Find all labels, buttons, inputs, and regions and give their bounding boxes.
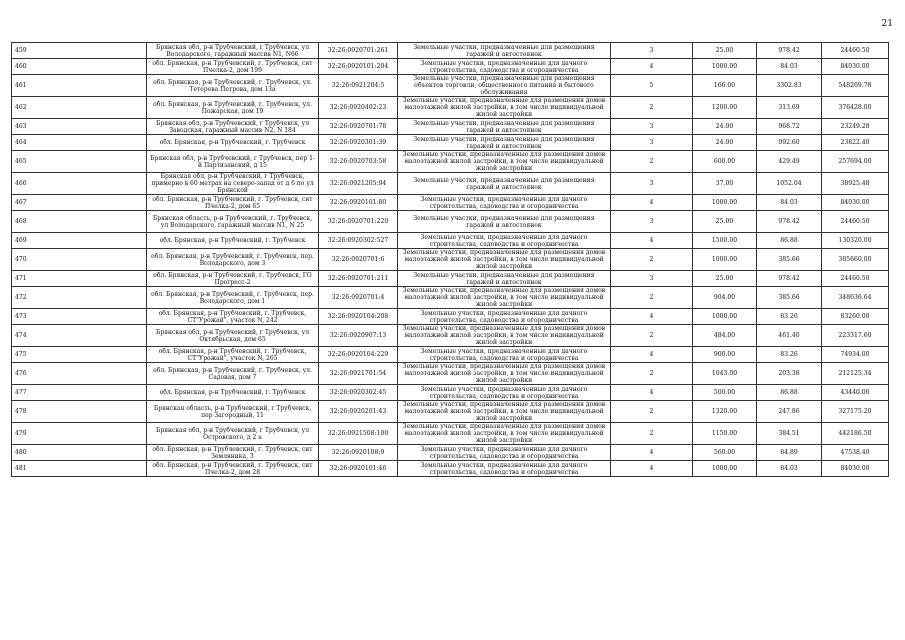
cadastral-number-cell: 32:26:0920701:78 [319,119,398,135]
address-cell: обл. Брянская, р-н Трубчевский, г. Трубчевск [147,135,319,151]
land-use-cell: Земельные участки, предназначенные для дачного строительства, садоводства и огородничества [398,347,611,363]
cadastral-value-cell: 84030.00 [822,195,889,211]
row-number: 479 [12,423,147,445]
group-cell: 2 [611,423,693,445]
cadastral-value-cell: 84030.00 [822,461,889,477]
unit-value-cell: 84.89 [757,445,822,461]
group-cell: 3 [611,43,693,59]
cadastral-value-cell: 212125.34 [822,363,889,385]
group-cell: 2 [611,249,693,271]
area-cell: 25.00 [693,43,757,59]
group-cell: 5 [611,75,693,97]
area-cell: 1043.00 [693,363,757,385]
row-number: 477 [12,385,147,401]
unit-value-cell: 313.69 [757,97,822,119]
land-use-cell: Земельные участки, предназначенные для размещения гаражей и автостоянок [398,43,611,59]
row-number: 461 [12,75,147,97]
group-cell: 2 [611,363,693,385]
unit-value-cell: 978.42 [757,211,822,233]
area-cell: 1150.00 [693,423,757,445]
table-row [12,173,889,195]
area-cell: 1320.00 [693,401,757,423]
cadastral-value-cell: 442186.50 [822,423,889,445]
address-cell: обл. Брянская, р-н Трубчевский, г. Трубчевск, снт Земляника, 3 [147,445,319,461]
cadastral-value-cell: 327175.20 [822,401,889,423]
area-cell: 24.00 [693,135,757,151]
row-number: 480 [12,445,147,461]
address-cell: Брянская обл, р-н Трубчевский, г Трубчевск, ул Островского, д 2 а [147,423,319,445]
table-row [12,75,889,97]
area-cell: 37.00 [693,173,757,195]
cadastral-number-cell: 32:26:0920907:13 [319,325,398,347]
table-row [12,287,889,309]
table-row [12,401,889,423]
area-cell: 900.00 [693,347,757,363]
land-use-cell: Земельные участки, предназначенные для размещения домов малоэтажной жилой застройки, в том числе индивидуальной жилой застройки [398,401,611,423]
row-number: 468 [12,211,147,233]
table-row [12,135,889,151]
land-use-cell: Земельные участки, предназначенные для размещения домов малоэтажной жилой застройки, в том числе индивидуальной жилой застройки [398,97,611,119]
table-row [12,385,889,401]
cadastral-value-cell: 223317.60 [822,325,889,347]
table-row [12,309,889,325]
land-use-cell: Земельные участки, предназначенные для дачного строительства, садоводства и огородничества [398,385,611,401]
unit-value-cell: 247.86 [757,401,822,423]
unit-value-cell: 3302.83 [757,75,822,97]
table-row [12,233,889,249]
cadastral-value-table [11,42,889,477]
area-cell: 1000.00 [693,195,757,211]
address-cell: обл. Брянская, р-н Трубчевский, г. Трубчевск, ул. Пожарская, дом 19 [147,97,319,119]
area-cell: 1000.00 [693,59,757,75]
area-cell: 500.00 [693,385,757,401]
cadastral-value-cell: 24460.50 [822,271,889,287]
address-cell: Брянская обл, р-н Трубчевский, г Трубчевск, ул Володарского, гаражный массив N1, N66 [147,43,319,59]
address-cell: обл. Брянская, р-н Трубчевский, г. Трубчевск, снт Пчелка-2, дом 28 [147,461,319,477]
cadastral-value-cell: 23822.40 [822,135,889,151]
cadastral-number-cell: 32:26:0920101:46 [319,461,398,477]
group-cell: 4 [611,195,693,211]
address-cell: обл. Брянская, р-н Трубчевский, г. Трубчевск, снт Пчелка-2, дом 65 [147,195,319,211]
group-cell: 2 [611,97,693,119]
land-use-cell: Земельные участки, предназначенные для размещения объектов торговли, общественного питания и бытового обслуживания [398,75,611,97]
land-use-cell: Земельные участки, предназначенные для размещения гаражей и автостоянок [398,271,611,287]
cadastral-value-cell: 376428.00 [822,97,889,119]
cadastral-number-cell: 32:26:0921701:54 [319,363,398,385]
table-row [12,249,889,271]
unit-value-cell: 978.42 [757,43,822,59]
group-cell: 3 [611,211,693,233]
group-cell: 3 [611,135,693,151]
cadastral-number-cell: 32:26:0920701:261 [319,43,398,59]
cadastral-value-cell: 385660.00 [822,249,889,271]
address-cell: обл. Брянская, р-н Трубчевский, г. Трубчевск [147,233,319,249]
unit-value-cell: 385.66 [757,287,822,309]
table-row [12,59,889,75]
cadastral-number-cell: 32:26:0920701:211 [319,271,398,287]
group-cell: 3 [611,173,693,195]
area-cell: 1200.00 [693,97,757,119]
area-cell: 1000.00 [693,461,757,477]
address-cell: обл. Брянская, р-н Трубчевский, г. Трубчевск, СТ"Урожай", участок N, 265 [147,347,319,363]
cadastral-value-cell: 24460.50 [822,43,889,59]
address-cell: обл. Брянская, р-н Трубчевский, г. Трубчевск, снт Пчелка-2, дом 199 [147,59,319,75]
unit-value-cell: 84.03 [757,195,822,211]
cadastral-number-cell: 32:26:0921205:94 [319,173,398,195]
group-cell: 3 [611,119,693,135]
group-cell: 4 [611,309,693,325]
land-use-cell: Земельные участки, предназначенные для дачного строительства, садоводства и огородничества [398,445,611,461]
unit-value-cell: 83.26 [757,347,822,363]
area-cell: 1500.00 [693,233,757,249]
group-cell: 4 [611,347,693,363]
area-cell: 24.00 [693,119,757,135]
land-use-cell: Земельные участки, предназначенные для дачного строительства, садоводства и огородничества [398,309,611,325]
row-number: 481 [12,461,147,477]
row-number: 474 [12,325,147,347]
cadastral-value-cell: 84030.00 [822,59,889,75]
address-cell: Брянская обл, р-н Трубчевский, г Трубчевск, ул Заводская, гаражный массив N2, N 184 [147,119,319,135]
row-number: 462 [12,97,147,119]
unit-value-cell: 461.40 [757,325,822,347]
table-row [12,347,889,363]
land-use-cell: Земельные участки, предназначенные для размещения гаражей и автостоянок [398,119,611,135]
row-number: 460 [12,59,147,75]
row-number: 464 [12,135,147,151]
row-number: 463 [12,119,147,135]
cadastral-number-cell: 32:26:0920302:527 [319,233,398,249]
group-cell: 3 [611,271,693,287]
land-use-cell: Земельные участки, предназначенные для размещения гаражей и автостоянок [398,135,611,151]
group-cell: 4 [611,233,693,249]
area-cell: 484.00 [693,325,757,347]
area-cell: 904.00 [693,287,757,309]
group-cell: 4 [611,461,693,477]
land-use-cell: Земельные участки, предназначенные для размещения домов малоэтажной жилой застройки, в том числе индивидуальной жилой застройки [398,363,611,385]
unit-value-cell: 384.51 [757,423,822,445]
land-use-cell: Земельные участки, предназначенные для размещения домов малоэтажной жилой застройки, в том числе индивидуальной жилой застройки [398,423,611,445]
address-cell: Брянская обл, р-н Трубчевский, г Трубчевск, ул Октябрьская, дом 65 [147,325,319,347]
land-use-cell: Земельные участки, предназначенные для размещения домов малоэтажной жилой застройки, в том числе индивидуальной жилой застройки [398,151,611,173]
table-row [12,325,889,347]
table-row [12,151,889,173]
cadastral-number-cell: 32:26:0920104:229 [319,347,398,363]
cadastral-number-cell: 32:26:0920108:9 [319,445,398,461]
cadastral-number-cell: 32:26:0920101:204 [319,59,398,75]
area-cell: 560.00 [693,445,757,461]
cadastral-value-cell: 24460.50 [822,211,889,233]
unit-value-cell: 385.66 [757,249,822,271]
table-row [12,195,889,211]
land-use-cell: Земельные участки, предназначенные для дачного строительства, садоводства и огородничества [398,233,611,249]
unit-value-cell: 429.49 [757,151,822,173]
area-cell: 166.00 [693,75,757,97]
cadastral-value-cell: 348636.64 [822,287,889,309]
address-cell: обл. Брянская, р-н Трубчевский, г. Трубчевск, ГО Прогресс-2 [147,271,319,287]
cadastral-number-cell: 32:26:0920701:6 [319,249,398,271]
cadastral-value-cell: 38925.48 [822,173,889,195]
row-number: 466 [12,173,147,195]
area-cell: 25.00 [693,271,757,287]
cadastral-value-cell: 43440.00 [822,385,889,401]
unit-value-cell: 978.42 [757,271,822,287]
table-row [12,445,889,461]
table-row [12,97,889,119]
table-row [12,211,889,233]
row-number: 465 [12,151,147,173]
row-number: 471 [12,271,147,287]
cadastral-value-cell: 130320.00 [822,233,889,249]
cadastral-number-cell: 32:26:0920101:80 [319,195,398,211]
cadastral-number-cell: 32:26:0920302:45 [319,385,398,401]
table-row [12,271,889,287]
cadastral-number-cell: 32:26:0920301:39 [319,135,398,151]
table-row [12,363,889,385]
table-row [12,423,889,445]
address-cell: Брянская область, р-н Трубчевский, г. Трубчевск, ул Володарского, гаражный массив N1, N 25 [147,211,319,233]
land-use-cell: Земельные участки, предназначенные для размещения гаражей и автостоянок [398,173,611,195]
cadastral-number-cell: 32:26:0920201:43 [319,401,398,423]
land-use-cell: Земельные участки, предназначенные для размещения домов малоэтажной жилой застройки, в том числе индивидуальной жилой застройки [398,325,611,347]
address-cell: обл. Брянская, р-н Трубчевский, г. Трубчевск, ул. Садовая, дом 7 [147,363,319,385]
group-cell: 2 [611,287,693,309]
cadastral-number-cell: 32:26:0920703:58 [319,151,398,173]
land-use-cell: Земельные участки, предназначенные для размещения домов малоэтажной жилой застройки, в том числе индивидуальной жилой застройки [398,287,611,309]
address-cell: обл. Брянская, р-н Трубчевский, г. Трубчевск [147,385,319,401]
area-cell: 1000.00 [693,309,757,325]
unit-value-cell: 968.72 [757,119,822,135]
group-cell: 4 [611,445,693,461]
group-cell: 2 [611,151,693,173]
table-row [12,119,889,135]
group-cell: 2 [611,401,693,423]
land-use-cell: Земельные участки, предназначенные для дачного строительства, садоводства и огородничества [398,461,611,477]
address-cell: обл. Брянская, р-н Трубчевский, г. Трубчевск, СТ"Урожай", участок N, 242 [147,309,319,325]
land-use-cell: Земельные участки, предназначенные для размещения гаражей и автостоянок [398,211,611,233]
page-number: 21 [881,19,893,29]
cadastral-number-cell: 32:26:0920701:4 [319,287,398,309]
cadastral-value-cell: 47538.40 [822,445,889,461]
row-number: 459 [12,43,147,59]
unit-value-cell: 1052.04 [757,173,822,195]
table-row [12,461,889,477]
address-cell: обл. Брянская, р-н Трубчевский, г. Трубчевск, ул. Тетерева Петрова, дом 13а [147,75,319,97]
land-use-cell: Земельные участки, предназначенные для дачного строительства, садоводства и огородничества [398,195,611,211]
cadastral-number-cell: 32:26:0921204:5 [319,75,398,97]
cadastral-value-cell: 83260.00 [822,309,889,325]
area-cell: 1000.00 [693,249,757,271]
address-cell: Брянская обл, р-н Трубчевский, г Трубчевск, примерно в 60 метрах на северо-запад от д 6 по ул Брянской [147,173,319,195]
group-cell: 2 [611,325,693,347]
row-number: 469 [12,233,147,249]
cadastral-value-cell: 548269.78 [822,75,889,97]
group-cell: 4 [611,59,693,75]
row-number: 472 [12,287,147,309]
area-cell: 25.00 [693,211,757,233]
unit-value-cell: 86.88 [757,233,822,249]
address-cell: Брянская обл, р-н Трубчевский, г Трубчевск, пер 1-й Партизанский, д 15 [147,151,319,173]
land-use-cell: Земельные участки, предназначенные для дачного строительства, садоводства и огородничества [398,59,611,75]
row-number: 470 [12,249,147,271]
row-number: 475 [12,347,147,363]
cadastral-number-cell: 32:26:0920701:220 [319,211,398,233]
row-number: 473 [12,309,147,325]
land-use-cell: Земельные участки, предназначенные для размещения домов малоэтажной жилой застройки, в том числе индивидуальной жилой застройки [398,249,611,271]
address-cell: обл. Брянская, р-н Трубчевский, г. Трубчевск, пер. Володарского, дом 3 [147,249,319,271]
unit-value-cell: 84.03 [757,59,822,75]
row-number: 476 [12,363,147,385]
cadastral-number-cell: 32:26:0921508:100 [319,423,398,445]
cadastral-value-cell: 23249.28 [822,119,889,135]
address-cell: обл. Брянская, р-н Трубчевский, г. Трубчевск, пер. Володарского, дом 1 [147,287,319,309]
row-number: 467 [12,195,147,211]
group-cell: 4 [611,385,693,401]
unit-value-cell: 83.26 [757,309,822,325]
unit-value-cell: 86.88 [757,385,822,401]
cadastral-number-cell: 32:26:0920402:23 [319,97,398,119]
cadastral-value-cell: 74934.00 [822,347,889,363]
cadastral-value-cell: 257694.00 [822,151,889,173]
cadastral-number-cell: 32:26:0920104:208 [319,309,398,325]
unit-value-cell: 84.03 [757,461,822,477]
row-number: 478 [12,401,147,423]
area-cell: 600.00 [693,151,757,173]
unit-value-cell: 203.38 [757,363,822,385]
unit-value-cell: 992.60 [757,135,822,151]
address-cell: Брянская область, р-н Трубчевский, г Трубчевск, пер Загородный, 11 [147,401,319,423]
table-row [12,43,889,59]
